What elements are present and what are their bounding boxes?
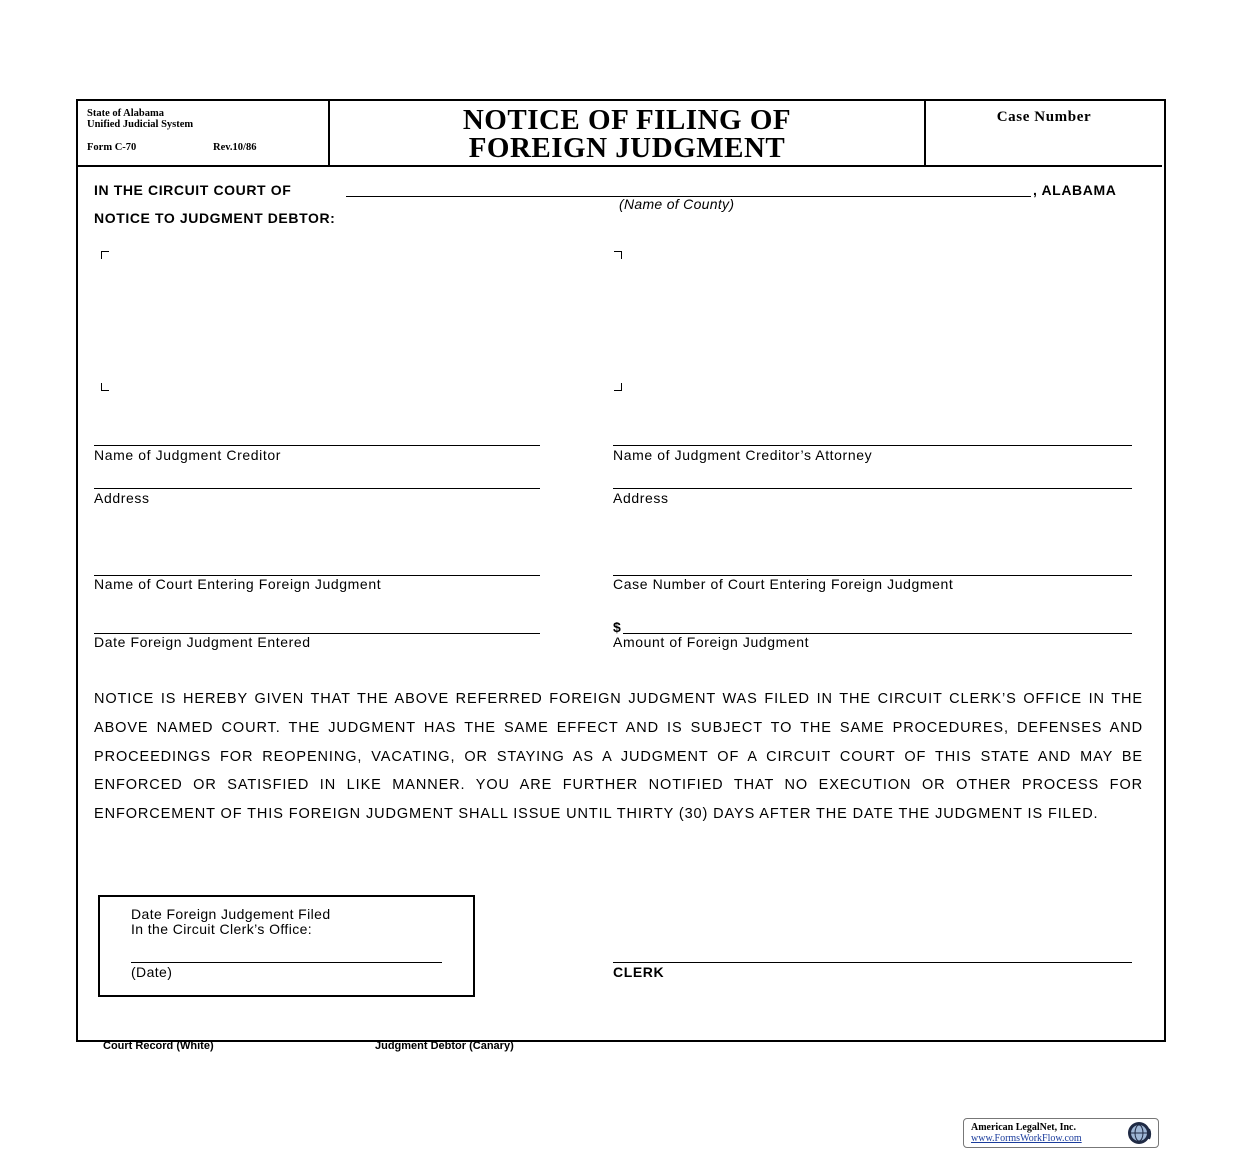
attorney-address-label: Address — [613, 490, 669, 506]
judicial-system: Unified Judicial System — [87, 119, 194, 130]
form-title-line2: FOREIGN JUDGMENT — [468, 132, 786, 164]
date-filed-box — [98, 895, 475, 997]
case-number-entering-label: Case Number of Court Entering Foreign Judgment — [613, 576, 954, 592]
creditor-name-label: Name of Judgment Creditor — [94, 447, 281, 463]
case-number-cell[interactable] — [926, 99, 1162, 165]
copy-judgment-debtor: Judgment Debtor (Canary) — [375, 1040, 514, 1052]
debtor-address-window[interactable] — [101, 251, 621, 390]
date-filed-input-line[interactable] — [131, 962, 442, 963]
form-header — [76, 99, 1162, 167]
notice-paragraph: NOTICE IS HEREBY GIVEN THAT THE ABOVE REFERRED FOREIGN JUDGMENT WAS FILED IN THE CIRCUIT CLERK’S OFFICE IN THE ABOVE NAMED COURT. THE JUDGMENT HAS THE SAME EFFECT AND IS SUBJECT TO THE SAME PROCEDURES, DEFENSES AND PROCEEDINGS FOR REOPENING, VACATING, OR STAYING AS A JUDGMENT OF A CIRCUIT COURT OF THIS STATE AND MAY BE ENFORCED OR SATISFIED IN LIKE MANNER. YOU ARE FURTHER NOTIFIED THAT NO EXECUTION OR OTHER PROCESS FOR ENFORCEMENT OF THIS FOREIGN JUDGMENT SHALL ISSUE UNTIL THIRTY (30) DAYS AFTER THE DATE THE JUDGMENT IS FILED. — [94, 691, 1143, 823]
creditor-attorney-label: Name of Judgment Creditor’s Attorney — [613, 447, 873, 463]
date-filed-line2: In the Circuit Clerk’s Office: — [131, 921, 313, 937]
circuit-court-prefix: IN THE CIRCUIT COURT OF — [94, 182, 292, 198]
case-number-label: Case Number — [996, 109, 1092, 125]
county-hint: (Name of County) — [619, 196, 735, 212]
clerk-label: CLERK — [613, 964, 665, 980]
creditor-attorney-line[interactable] — [613, 445, 1132, 446]
title-cell — [330, 99, 926, 165]
attorney-address-line[interactable] — [613, 488, 1132, 489]
amount-label: Amount of Foreign Judgment — [613, 634, 810, 650]
form-info-cell — [76, 99, 330, 165]
form-title-line1: NOTICE OF FILING OF — [462, 104, 792, 136]
notice-to-debtor-heading: NOTICE TO JUDGMENT DEBTOR: — [94, 210, 336, 226]
globe-icon — [1124, 1120, 1156, 1146]
creditor-address-line[interactable] — [94, 488, 540, 489]
date-entered-label: Date Foreign Judgment Entered — [94, 634, 311, 650]
copy-court-record: Court Record (White) — [103, 1040, 214, 1052]
logo-url[interactable]: www.FormsWorkFlow.com — [971, 1133, 1082, 1144]
dollar-sign: $ — [613, 619, 622, 635]
creditor-name-line[interactable] — [94, 445, 540, 446]
court-entering-label: Name of Court Entering Foreign Judgment — [94, 576, 382, 592]
state-suffix: , ALABAMA — [1033, 182, 1117, 198]
american-legalnet-logo[interactable] — [963, 1118, 1159, 1148]
form-revision: Rev.10/86 — [213, 142, 257, 153]
date-filed-line1: Date Foreign Judgement Filed — [131, 906, 331, 922]
form-number: Form C-70 — [87, 142, 137, 153]
creditor-address-label: Address — [94, 490, 150, 506]
logo-company: American LegalNet, Inc. — [971, 1122, 1076, 1133]
state-name: State of Alabama — [87, 108, 164, 119]
clerk-signature-line[interactable] — [613, 962, 1132, 963]
date-filed-label: (Date) — [131, 964, 173, 980]
